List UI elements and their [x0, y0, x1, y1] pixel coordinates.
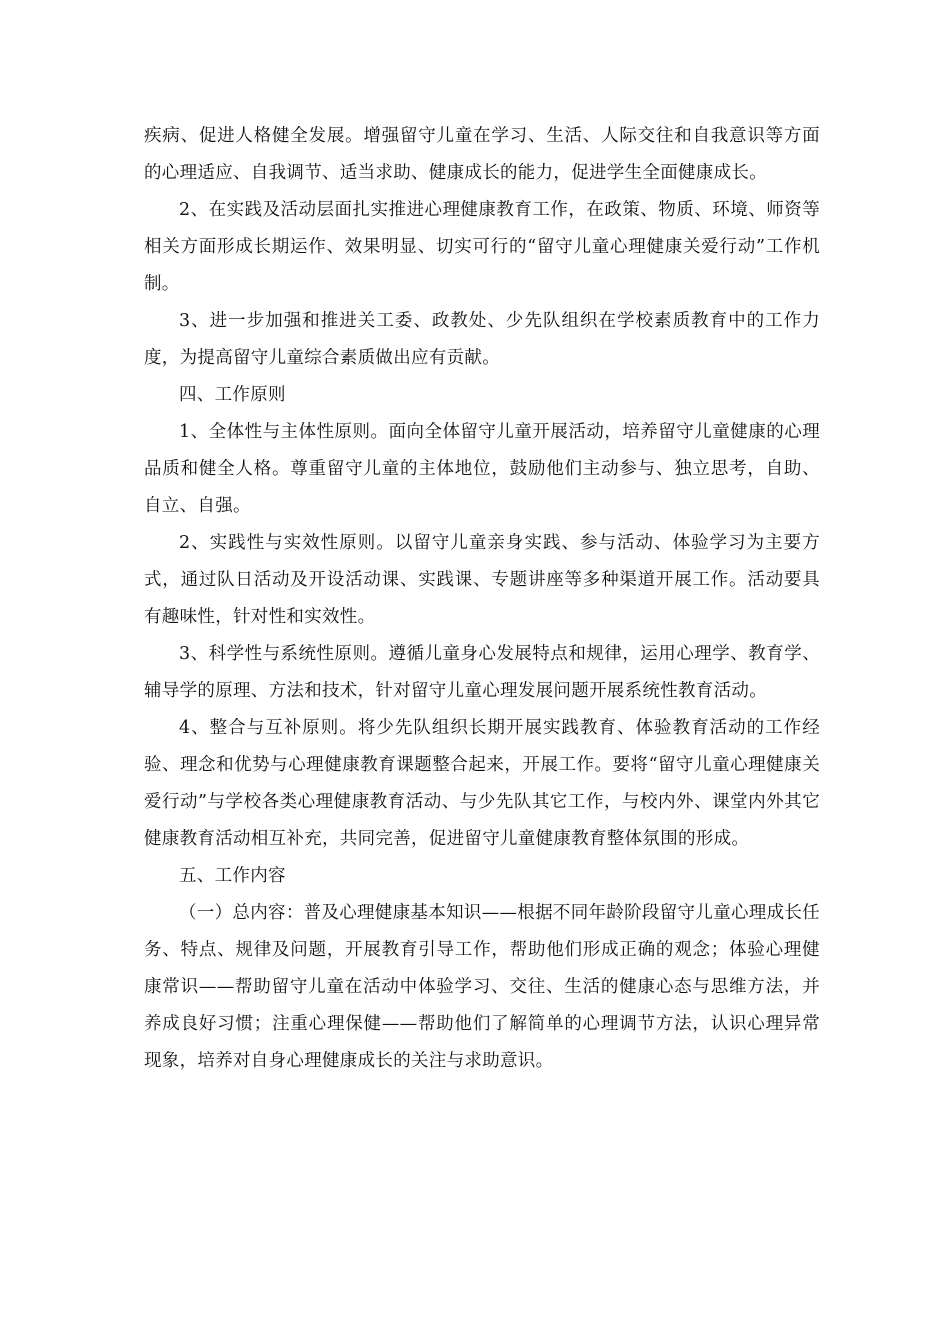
paragraph-goal-2: 2、在实践及活动层面扎实推进心理健康教育工作，在政策、物质、环境、师资等相关方面形成长期运作、效果明显、切实可行的“留守儿童心理健康关爱行动”工作机制。 — [144, 200, 820, 294]
paragraph-principle-1: 1、全体性与主体性原则。面向全体留守儿童开展活动，培养留守儿童健康的心理品质和健全人格。尊重留守儿童的主体地位，鼓励他们主动参与、独立思考，自助、自立、自强。 — [144, 422, 820, 516]
paragraph-goal-3: 3、进一步加强和推进关工委、政教处、少先队组织在学校素质教育中的工作力度，为提高留守儿童综合素质做出应有贡献。 — [144, 311, 820, 368]
document-body — [144, 118, 820, 1080]
paragraph-principle-2: 2、实践性与实效性原则。以留守儿童亲身实践、参与活动、体验学习为主要方式，通过队日活动及开设活动课、实践课、专题讲座等多种渠道开展工作。活动要具有趣味性，针对性和实效性。 — [144, 533, 820, 627]
paragraph-goal-continuation: 疾病、促进人格健全发展。增强留守儿童在学习、生活、人际交往和自我意识等方面的心理适应、自我调节、适当求助、健康成长的能力，促进学生全面健康成长。 — [144, 126, 820, 183]
section-heading-content: 五、工作内容 — [179, 866, 286, 886]
paragraph-principle-4: 4、整合与互补原则。将少先队组织长期开展实践教育、体验教育活动的工作经验、理念和优势与心理健康教育课题整合起来，开展工作。要将“留守儿童心理健康关爱行动”与学校各类心理健康教育活动、与少先队其它工作，与校内外、课堂内外其它健康教育活动相互补充，共同完善，促进留守儿童健康教育整体氛围的形成。 — [144, 718, 820, 849]
paragraph-principle-3: 3、科学性与系统性原则。遵循儿童身心发展特点和规律，运用心理学、教育学、辅导学的原理、方法和技术，针对留守儿童心理发展问题开展系统性教育活动。 — [144, 644, 820, 701]
section-heading-principles: 四、工作原则 — [179, 385, 286, 405]
paragraph-content-general: （一）总内容：普及心理健康基本知识——根据不同年龄阶段留守儿童心理成长任务、特点、规律及问题，开展教育引导工作，帮助他们形成正确的观念；体验心理健康常识——帮助留守儿童在活动中体验学习、交往、生活的健康心态与思维方法，并养成良好习惯；注重心理保健——帮助他们了解简单的心理调节方法，认识心理异常现象，培养对自身心理健康成长的关注与求助意识。 — [144, 903, 820, 1071]
